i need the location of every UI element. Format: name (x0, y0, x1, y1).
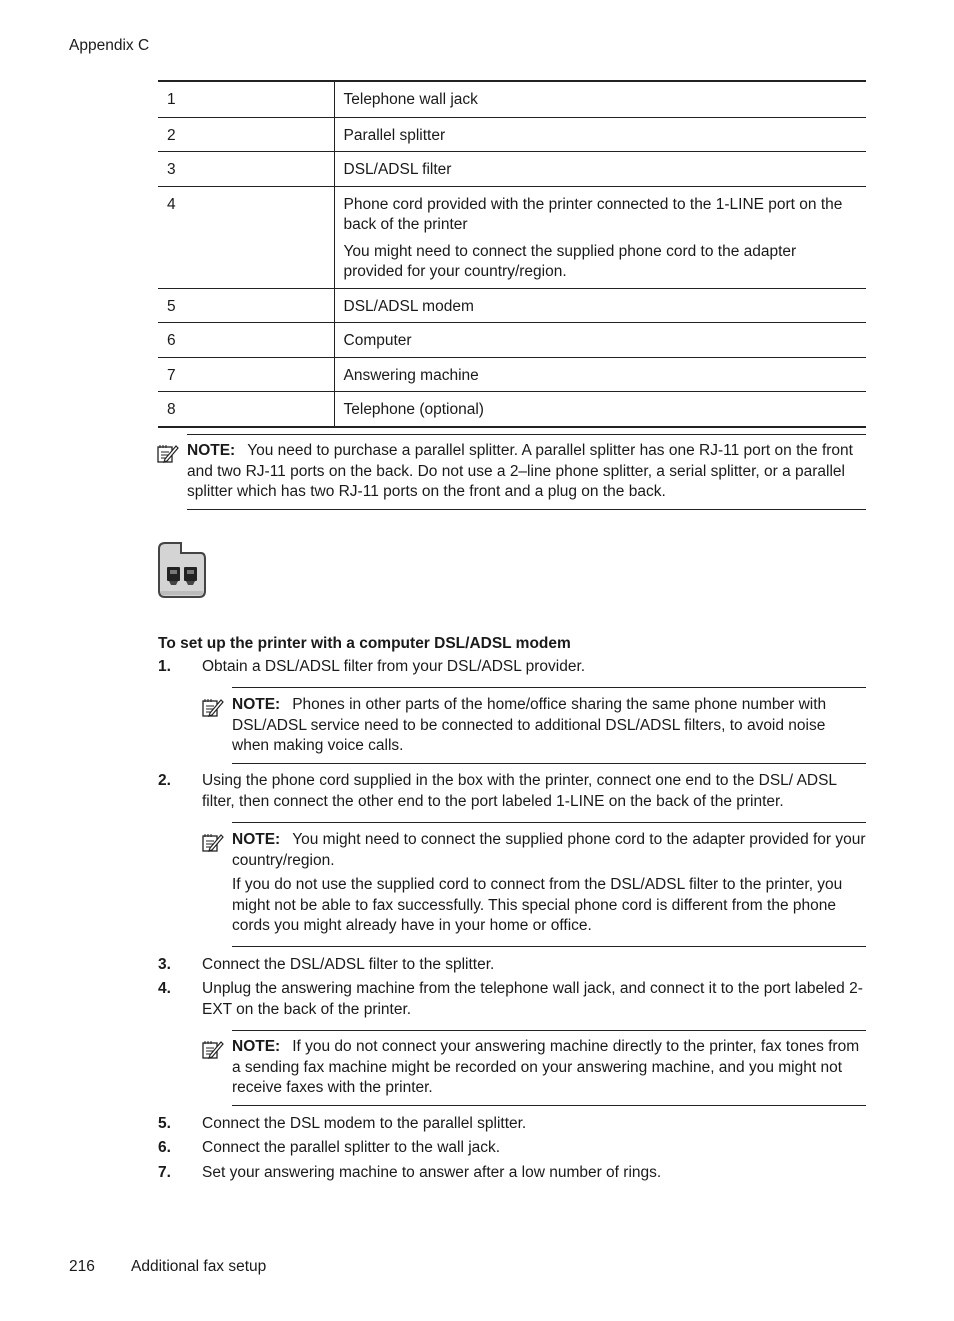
table-row (158, 357, 866, 392)
table-row (158, 186, 866, 288)
step-number: 3. (158, 956, 171, 973)
note-box (232, 1030, 866, 1106)
list-item (158, 1163, 866, 1184)
note-label: NOTE: (232, 696, 281, 713)
note-pencil-icon (202, 833, 224, 853)
note-text: NOTE: You might need to connect the supplied phone cord to the adapter provided for your country/region. (232, 831, 866, 869)
page-header: Appendix C (69, 37, 150, 54)
footer-title: Additional fax setup (131, 1258, 267, 1275)
row-number: 3 (158, 152, 334, 187)
row-description: Computer (334, 323, 866, 358)
note-box (232, 822, 866, 947)
row-number: 1 (158, 81, 334, 117)
row-description: DSL/ADSL filter (334, 152, 866, 187)
list-item (158, 657, 866, 678)
step-text: Obtain a DSL/ADSL filter from your DSL/ADSL provider. (202, 658, 586, 675)
step-number: 5. (158, 1115, 171, 1132)
step-text: Connect the parallel splitter to the wall jack. (202, 1139, 501, 1156)
row-description: Answering machine (334, 357, 866, 392)
row-description: Telephone (optional) (334, 392, 866, 427)
row-number: 5 (158, 288, 334, 323)
step-text: Unplug the answering machine from the telephone wall jack, and connect it to the port labeled 2-EXT on the back of the printer. (202, 980, 863, 1018)
list-item (158, 955, 866, 976)
row-number: 6 (158, 323, 334, 358)
note-text: NOTE: Phones in other parts of the home/office sharing the same phone number with DSL/ADSL service need to be connected to additional DSL/ADSL filters, to avoid noise when making voice calls. (232, 696, 827, 754)
step-number: 7. (158, 1164, 171, 1181)
row-number: 7 (158, 357, 334, 392)
table-row (158, 323, 866, 358)
step-text: Set your answering machine to answer after a low number of rings. (202, 1164, 662, 1181)
row-description: DSL/ADSL modem (334, 288, 866, 323)
page-number: 216 (69, 1258, 95, 1275)
list-item (158, 979, 866, 1020)
row-description: Telephone wall jack (343, 91, 478, 108)
parallel-splitter-icon (157, 541, 207, 601)
step-number: 1. (158, 658, 171, 675)
step-number: 4. (158, 980, 171, 997)
note-text: NOTE: If you do not connect your answering machine directly to the printer, fax tones from a sending fax machine might be recorded on your answering machine, and you might not receive faxes with the printer. (232, 1038, 860, 1096)
row-number: 2 (158, 117, 334, 152)
row-number: 4 (158, 186, 334, 288)
step-number: 2. (158, 772, 171, 789)
list-item (158, 1138, 866, 1159)
table-row (158, 81, 866, 117)
list-item (158, 1114, 866, 1135)
note-box (232, 687, 866, 764)
note-pencil-icon (202, 1040, 224, 1060)
note-label: NOTE: (232, 1038, 281, 1055)
note-pencil-icon (157, 444, 179, 464)
table-row (158, 288, 866, 323)
table-row (158, 392, 866, 427)
note-text: NOTE: You need to purchase a parallel splitter. A parallel splitter has one RJ-11 port on the front and two RJ-11 ports on the back. Do not use a 2–line phone splitter, a serial splitter, or a parallel splitter which has two RJ-11 ports on the front and a plug on the back. (187, 442, 853, 500)
note-label: NOTE: (232, 831, 281, 848)
note-pencil-icon (202, 698, 224, 718)
step-number: 6. (158, 1139, 171, 1156)
legend-table (158, 80, 866, 428)
note-text: If you do not use the supplied cord to connect from the DSL/ADSL filter to the printer, you might not be able to fax successfully. This special phone cord is different from the phone cords you might already have in your home or office. (232, 876, 843, 934)
step-text: Connect the DSL/ADSL filter to the splitter. (202, 956, 495, 973)
table-row (158, 152, 866, 187)
step-text: Using the phone cord supplied in the box with the printer, connect one end to the DSL/ ADSL filter, then connect the other end to the port labeled 1-LINE on the back of the printer. (202, 772, 837, 810)
row-description: Phone cord provided with the printer connected to the 1-LINE port on the back of the printer You might need to connect the supplied phone cord to the adapter provided for your country/region. (334, 186, 866, 288)
note-box (187, 434, 866, 510)
row-number: 8 (158, 392, 334, 427)
row-description: Parallel splitter (334, 117, 866, 152)
step-text: Connect the DSL modem to the parallel splitter. (202, 1115, 527, 1132)
procedure-title: To set up the printer with a computer DSL/ADSL modem (158, 635, 571, 652)
list-item (158, 771, 866, 812)
table-row (158, 117, 866, 152)
note-label: NOTE: (187, 442, 236, 459)
